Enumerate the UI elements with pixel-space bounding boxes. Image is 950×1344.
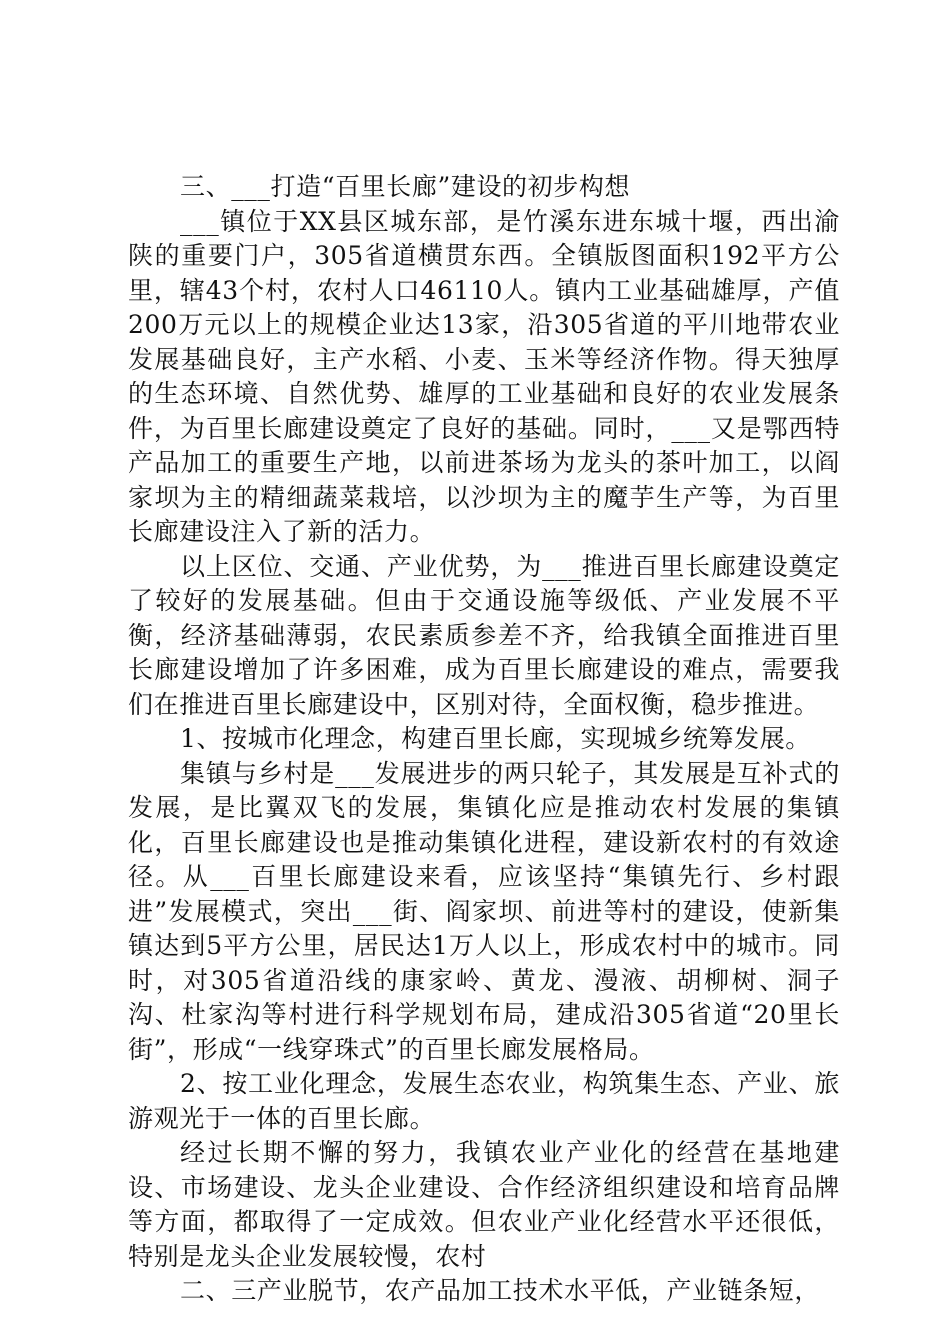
- paragraph: ___镇位于XX县区城东部，是竹溪东进东城十堰，西出渝陕的重要门户，305省道横贯东西。全镇版图面积192平方公里，辖43个村，农村人口46110人。镇内工业基础雄厚，产值200万元以上的规模企业达13家，沿305省道的平川地带农业发展基础良好，主产水稻、小麦、玉米等经济作物。得天独厚的生态环境、自然优势、雄厚的工业基础和良好的农业发展条件，为百里长廊建设奠定了良好的基础。同时，___又是鄂西特产品加工的重要生产地，以前进茶场为龙头的茶叶加工，以阎家坝为主的精细蔬菜栽培，以沙坝为主的魔芋生产等，为百里长廊建设注入了新的活力。: [128, 206, 840, 546]
- document-body: [128, 170, 840, 1309]
- subheading: 2、按工业化理念，发展生态农业，构筑集生态、产业、旅游观光于一体的百里长廊。: [128, 1069, 840, 1133]
- paragraph: 集镇与乡村是___发展进步的两只轮子，其发展是互补式的发展，是比翼双飞的发展，集镇化应是推动农村发展的集镇化，百里长廊建设也是推动集镇化进程，建设新农村的有效途径。从___百里长廊建设来看，应该坚持“集镇先行、乡村跟进”发展模式，突出___街、阎家坝、前进等村的建设，使新集镇达到5平方公里，居民达1万人以上，形成农村中的城市。同时，对305省道沿线的康家岭、黄龙、漫液、胡柳树、洞子沟、杜家沟等村进行科学规划布局，建成沿305省道“20里长街”，形成“一线穿珠式”的百里长廊发展格局。: [128, 758, 840, 1064]
- paragraph: 二、三产业脱节，农产品加工技术水平低，产业链条短，: [180, 1276, 821, 1305]
- paragraph: 以上区位、交通、产业优势，为___推进百里长廊建设奠定了较好的发展基础。但由于交通设施等级低、产业发展不平衡，经济基础薄弱，农民素质参差不齐，给我镇全面推进百里长廊建设增加了许多困难，成为百里长廊建设的难点，需要我们在推进百里长廊建设中，区别对待，全面权衡，稳步推进。: [128, 551, 840, 719]
- subheading: 1、按城市化理念，构建百里长廊，实现城乡统筹发展。: [180, 724, 811, 753]
- paragraph: 经过长期不懈的努力，我镇农业产业化的经营在基地建设、市场建设、龙头企业建设、合作经济组织建设和培育品牌等方面，都取得了一定成效。但农业产业化经营水平还很低，特别是龙头企业发展较慢，农村: [128, 1138, 840, 1271]
- section-heading: 三、___打造“百里长廊”建设的初步构想: [180, 172, 631, 201]
